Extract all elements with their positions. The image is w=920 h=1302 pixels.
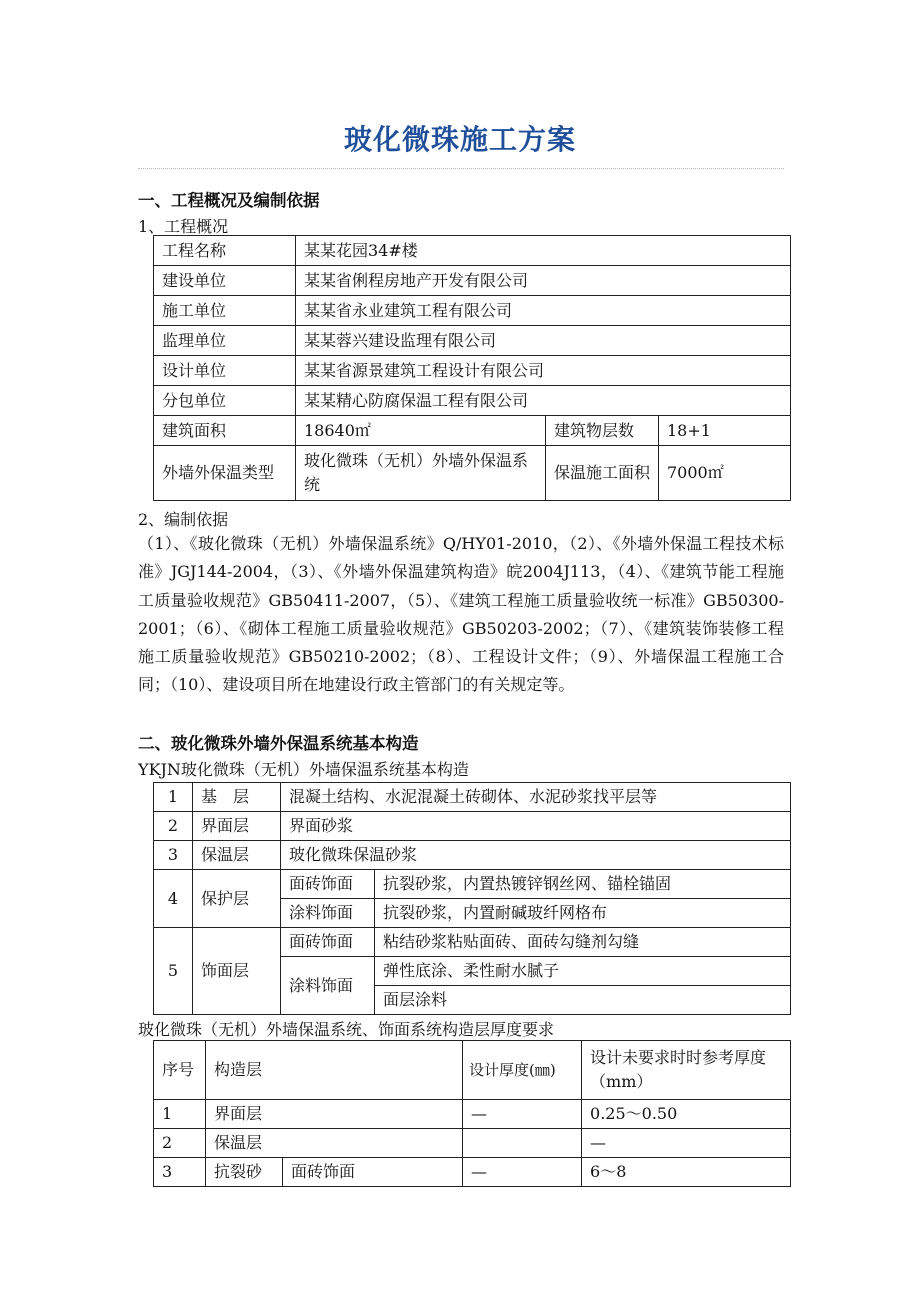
section-1-heading: 一、工程概况及编制依据	[138, 191, 320, 210]
layer-desc: 面层涂料	[375, 986, 791, 1015]
layer-name: 基 层	[193, 783, 281, 812]
overview-value: 某某蓉兴建设监理有限公司	[296, 326, 791, 356]
layer-no: 1	[154, 783, 193, 812]
overview-value: 某某花园34#楼	[296, 236, 791, 266]
finish-type: 面砖饰面	[281, 928, 375, 957]
overview-value: 18+1	[659, 416, 791, 446]
table-row	[154, 870, 791, 899]
table-row	[154, 812, 791, 841]
header-no: 序号	[154, 1041, 206, 1100]
finish-type: 涂料饰面	[281, 957, 375, 1015]
layer-desc: 弹性底涂、柔性耐水腻子	[375, 957, 791, 986]
title-divider	[138, 168, 784, 169]
table-row	[154, 236, 791, 266]
row-design: —	[463, 1158, 582, 1187]
layer-desc: 界面砂浆	[281, 812, 791, 841]
layer-desc: 混凝土结构、水泥混凝土砖砌体、水泥砂浆找平层等	[281, 783, 791, 812]
layer-desc: 玻化微珠保温砂浆	[281, 841, 791, 870]
overview-value: 玻化微珠（无机）外墙外保温系统	[296, 446, 546, 501]
finish-type: 面砖饰面	[281, 870, 375, 899]
construction-table	[153, 782, 791, 1015]
table-row	[154, 296, 791, 326]
table-row	[154, 326, 791, 356]
layer-desc: 粘结砂浆粘贴面砖、面砖勾缝剂勾缝	[375, 928, 791, 957]
table-row	[154, 1129, 791, 1158]
overview-label: 保温施工面积	[546, 446, 659, 501]
layer-name: 保护层	[193, 870, 281, 928]
layer-desc: 抗裂砂浆，内置热镀锌钢丝网、锚栓锚固	[375, 870, 791, 899]
section-2-heading: 二、玻化微珠外墙外保温系统基本构造	[138, 734, 419, 753]
overview-label: 设计单位	[154, 356, 296, 386]
basis-paragraph: （1）、《玻化微珠（无机）外墙保温系统》Q/HY01-2010，（2）、《外墙外保温工程技术标准》JGJ144-2004，（3）、《外墙外保温建筑构造》皖2004J113，（4）、《建筑节能工程施工质量验收规范》GB50411-2007，（5）、《建筑工程施工质量验收统一标准》GB50300-2001；（6）、《砌体工程施工质量验收规范》GB50203-2002；（7）、《建筑装饰装修工程施工质量验收规范》GB50210-2002；（8）、工程设计文件；（9）、外墙保温工程施工合同；（10）、建设项目所在地建设行政主管部门的有关规定等。	[138, 534, 784, 695]
table-row	[154, 356, 791, 386]
row-ref: 6～8	[582, 1158, 791, 1187]
layer-no: 2	[154, 812, 193, 841]
table-row	[154, 1100, 791, 1129]
table-row	[154, 386, 791, 416]
overview-value: 18640㎡	[296, 416, 546, 446]
overview-label: 建筑物层数	[546, 416, 659, 446]
row-layer: 抗裂砂	[206, 1158, 283, 1187]
layer-no: 5	[154, 928, 193, 1015]
layer-name: 饰面层	[193, 928, 281, 1015]
header-layer: 构造层	[206, 1041, 463, 1100]
layer-no: 4	[154, 870, 193, 928]
overview-value: 某某精心防腐保温工程有限公司	[296, 386, 791, 416]
row-no: 3	[154, 1158, 206, 1187]
table-row	[154, 783, 791, 812]
overview-label: 外墙外保温类型	[154, 446, 296, 501]
overview-label: 建筑面积	[154, 416, 296, 446]
overview-label: 工程名称	[154, 236, 296, 266]
row-design: —	[463, 1100, 582, 1129]
header-design-thickness: 设计厚度(㎜)	[463, 1041, 582, 1100]
row-layer: 保温层	[206, 1129, 463, 1158]
overview-label: 建设单位	[154, 266, 296, 296]
row-layer: 界面层	[206, 1100, 463, 1129]
row-ref: —	[582, 1129, 791, 1158]
table-row	[154, 266, 791, 296]
table-row	[154, 928, 791, 957]
row-ref: 0.25～0.50	[582, 1100, 791, 1129]
layer-no: 3	[154, 841, 193, 870]
row-no: 1	[154, 1100, 206, 1129]
table-row	[154, 446, 791, 501]
overview-label: 监理单位	[154, 326, 296, 356]
overview-value: 7000㎡	[659, 446, 791, 501]
layer-name: 界面层	[193, 812, 281, 841]
project-overview-table	[153, 235, 791, 501]
row-design	[463, 1129, 582, 1158]
table-row	[154, 1041, 791, 1100]
table-row	[154, 416, 791, 446]
overview-value: 某某省永业建筑工程有限公司	[296, 296, 791, 326]
layer-desc: 抗裂砂浆，内置耐碱玻纤网格布	[375, 899, 791, 928]
layer-name: 保温层	[193, 841, 281, 870]
subheading-overview: 1、工程概况	[138, 217, 229, 236]
overview-value: 某某省俐程房地产开发有限公司	[296, 266, 791, 296]
page-title: 玻化微珠施工方案	[343, 123, 576, 156]
overview-label: 分包单位	[154, 386, 296, 416]
table-row	[154, 1158, 791, 1187]
thickness-caption: 玻化微珠（无机）外墙保温系统、饰面系统构造层厚度要求	[138, 1020, 555, 1039]
row-sublayer: 面砖饰面	[283, 1158, 463, 1187]
thickness-table	[153, 1040, 791, 1187]
overview-label: 施工单位	[154, 296, 296, 326]
subheading-basis: 2、编制依据	[138, 510, 229, 529]
finish-type: 涂料饰面	[281, 899, 375, 928]
overview-value: 某某省源景建筑工程设计有限公司	[296, 356, 791, 386]
header-reference-thickness: 设计未要求时时参考厚度（mm）	[582, 1041, 791, 1100]
table-row	[154, 841, 791, 870]
construct-caption: YKJN玻化微珠（无机）外墙保温系统基本构造	[138, 760, 469, 779]
row-no: 2	[154, 1129, 206, 1158]
